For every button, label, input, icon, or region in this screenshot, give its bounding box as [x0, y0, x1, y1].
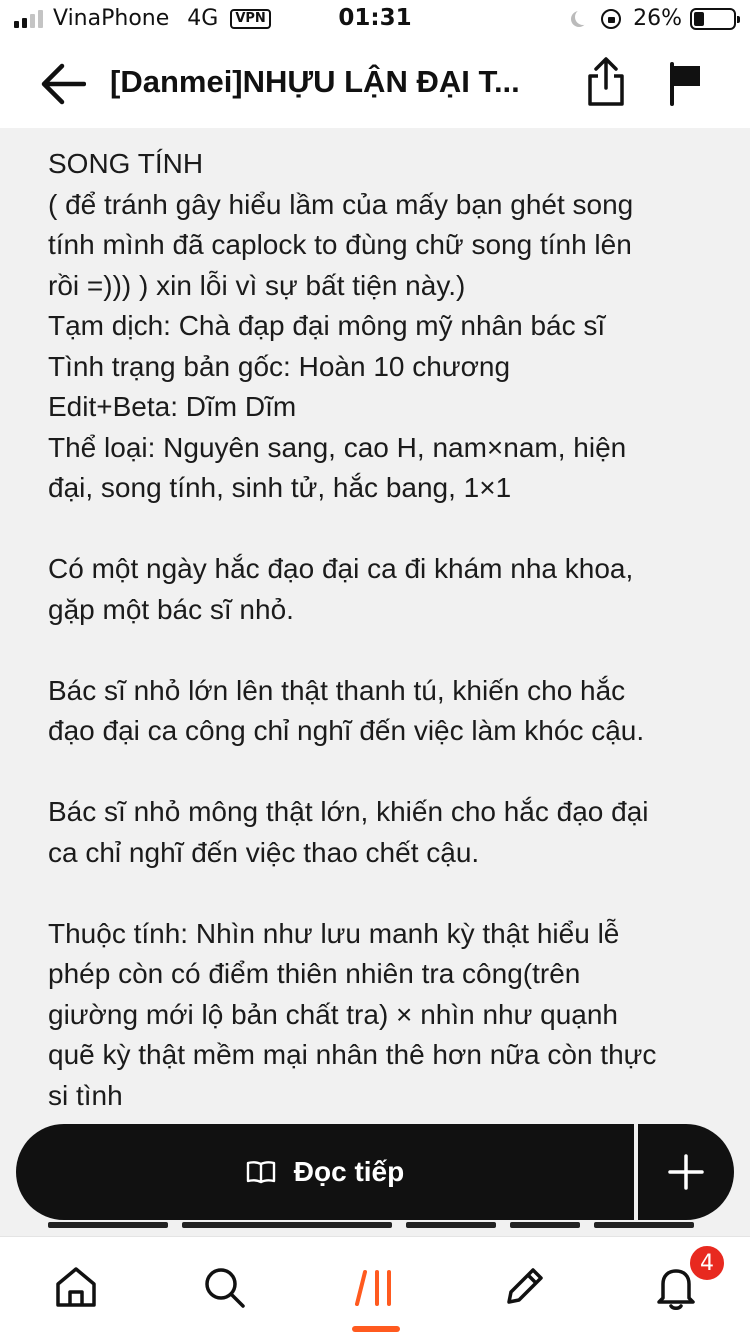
library-icon — [353, 1264, 399, 1310]
description-line: Tình trạng bản gốc: Hoàn 10 chương — [48, 350, 511, 382]
description-line: gặp một bác sĩ nhỏ. — [48, 593, 294, 625]
battery-percent: 26% — [633, 6, 682, 31]
description-text — [48, 144, 708, 1116]
back-arrow-icon — [40, 62, 86, 106]
description-line: ( để tránh gây hiểu lầm của mấy bạn ghét song — [48, 188, 634, 220]
nav-home[interactable] — [52, 1263, 100, 1311]
write-icon — [501, 1264, 547, 1310]
description-line: Bác sĩ nhỏ mông thật lớn, khiến cho hắc đạo đại — [48, 796, 649, 827]
add-to-library-button[interactable] — [638, 1124, 734, 1220]
status-bar — [0, 0, 750, 40]
paragraph-gap — [48, 873, 708, 914]
share-button[interactable] — [586, 56, 626, 108]
description-line: tính mình đã caplock to đùng chữ song tính lên — [48, 229, 632, 260]
description-line: giường mới lộ bản chất tra) × nhìn như quạnh — [48, 998, 618, 1030]
notification-badge[interactable]: 4 — [688, 1244, 726, 1282]
book-icon — [246, 1160, 276, 1184]
search-icon — [201, 1264, 247, 1310]
flag-icon — [668, 62, 704, 106]
description-line: Tạm dịch: Chà đạp đại mông mỹ nhân bác sĩ — [48, 310, 606, 341]
network-type: 4G — [187, 6, 219, 31]
description-line: Bác sĩ nhỏ lớn lên thật thanh tú, khiến cho hắc — [48, 674, 626, 706]
paragraph-gap — [48, 752, 708, 793]
status-right — [571, 6, 736, 31]
rotation-lock-icon — [601, 9, 621, 29]
active-tab-indicator — [352, 1326, 400, 1332]
carrier-name: VinaPhone — [53, 6, 170, 31]
paragraph-gap — [48, 509, 708, 550]
top-header — [0, 40, 750, 128]
bottom-navigation — [0, 1236, 750, 1334]
description-line: Thuộc tính: Nhìn như lưu manh kỳ thật hiểu lễ — [48, 917, 620, 949]
nav-library[interactable] — [352, 1263, 400, 1311]
home-icon — [53, 1264, 99, 1310]
plus-icon — [668, 1154, 704, 1190]
continue-reading-label: Đọc tiếp — [293, 1156, 405, 1187]
report-button[interactable] — [668, 62, 704, 106]
description-line: phép còn có điểm thiên nhiên tra công(trên — [48, 958, 581, 989]
back-button[interactable] — [40, 62, 86, 106]
description-line: quẽ kỳ thật mềm mại nhân thê hơn nữa còn thực — [48, 1039, 657, 1070]
description-line: Có một ngày hắc đạo đại ca đi khám nha khoa, — [48, 553, 634, 584]
do-not-disturb-icon — [575, 9, 591, 25]
nav-search[interactable] — [200, 1263, 248, 1311]
description-line: Edit+Beta: Dĩm Dĩm — [48, 391, 297, 422]
description-line: rồi =))) ) xin lỗi vì sự bất tiện này.) — [48, 269, 466, 301]
story-description — [0, 128, 750, 1236]
vpn-badge: VPN — [230, 9, 270, 29]
description-line: si tình — [48, 1079, 123, 1111]
description-line: SONG TÍNH — [48, 148, 204, 179]
story-title: [Danmei]NHỰU LẬN ĐẠI T... — [110, 64, 520, 99]
share-icon — [586, 56, 626, 108]
status-time: 01:31 — [338, 5, 412, 31]
paragraph-gap — [48, 630, 708, 671]
description-line: ca chỉ nghĩ đến việc thao chết cậu. — [48, 836, 480, 868]
description-line: Thể loại: Nguyên sang, cao H, nam×nam, hiện — [48, 431, 627, 463]
continue-reading-button[interactable] — [16, 1124, 634, 1220]
battery-icon — [690, 8, 736, 30]
nav-write[interactable] — [500, 1263, 548, 1311]
description-line: đạo đại ca công chỉ nghĩ đến việc làm khóc cậu. — [48, 715, 645, 746]
description-line: đại, song tính, sinh tử, hắc bang, 1×1 — [48, 472, 512, 503]
